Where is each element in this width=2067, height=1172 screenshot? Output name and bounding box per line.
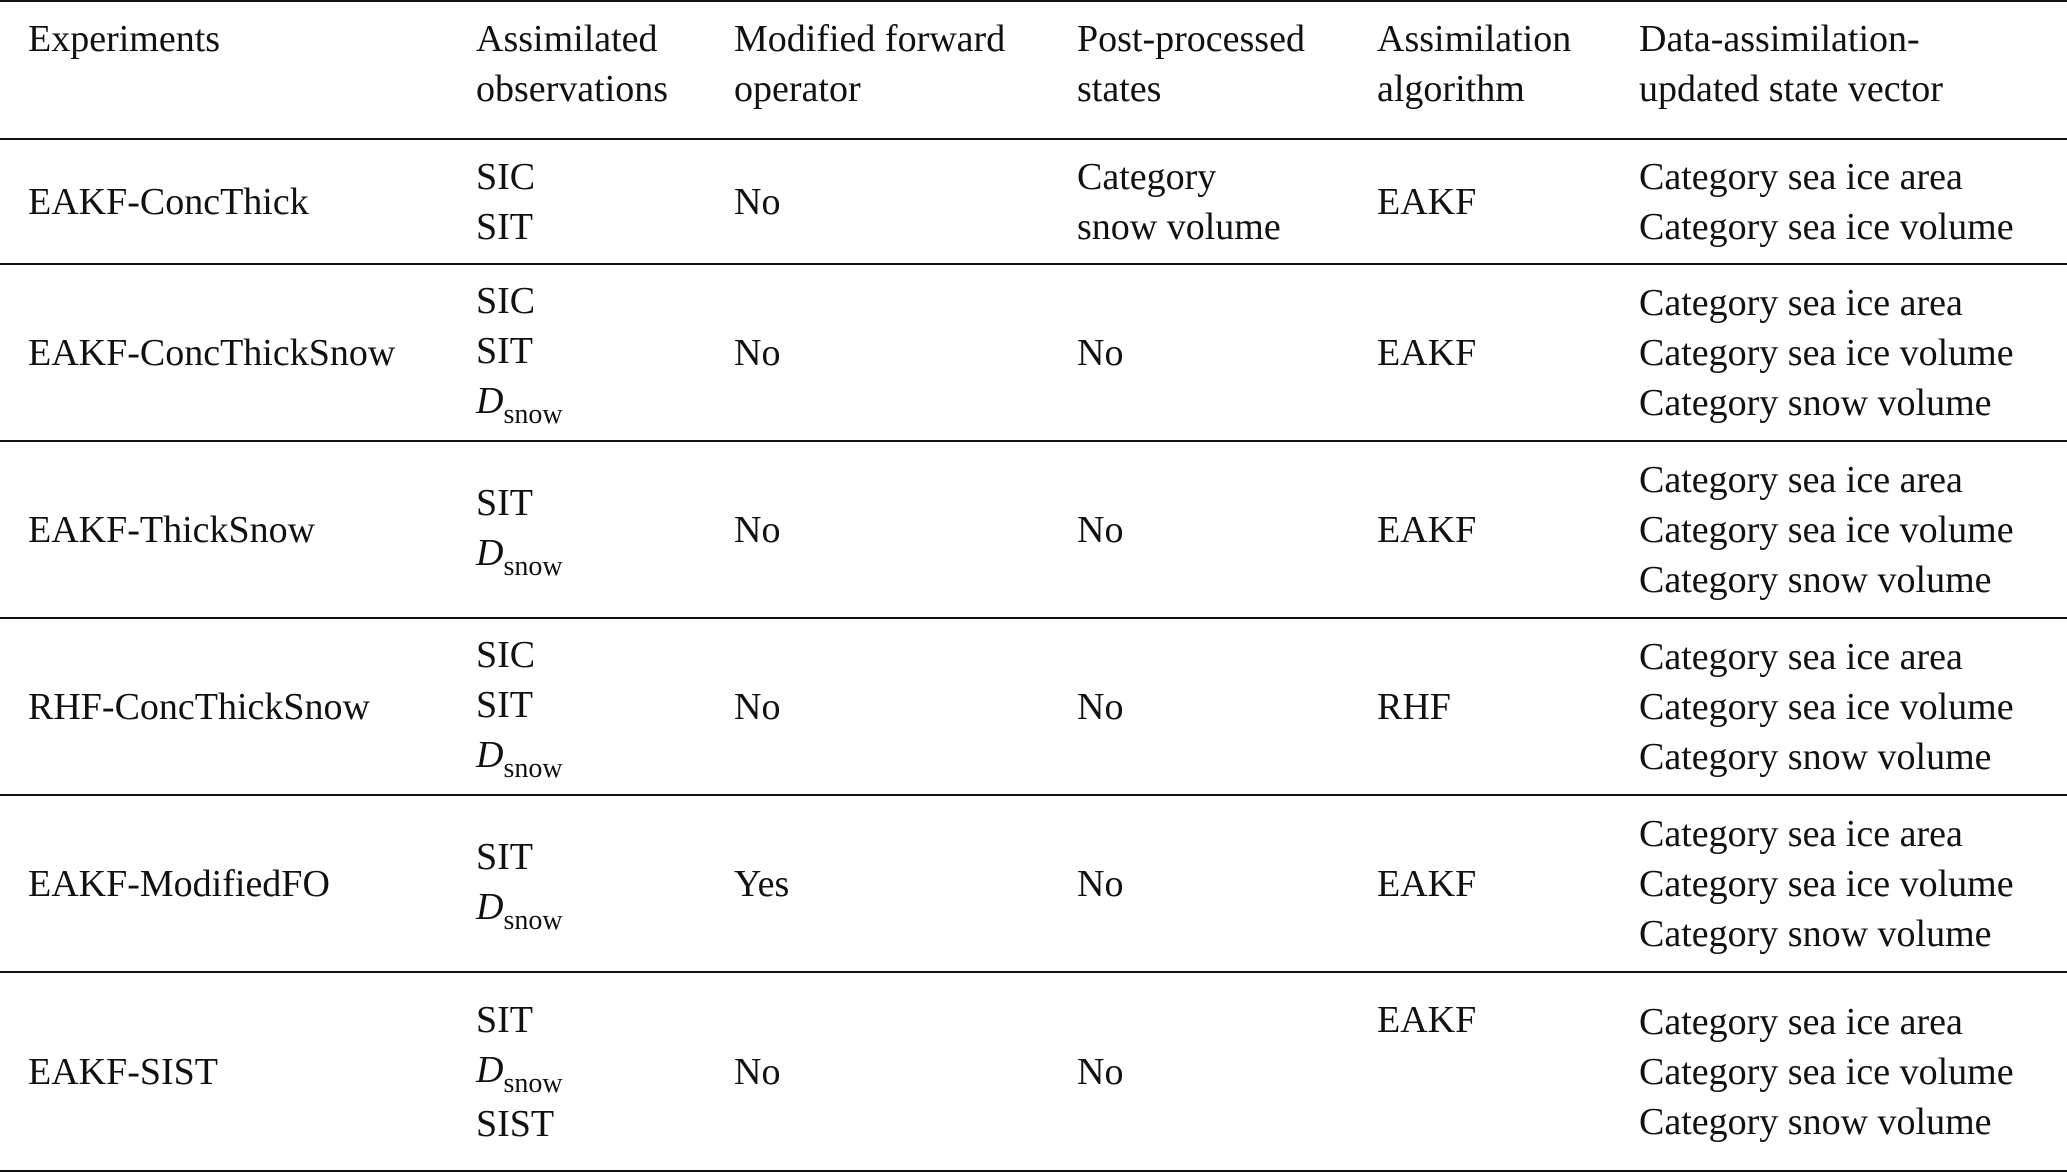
header-post-processed-states: Post-processed states [1077, 18, 1305, 110]
table-row [0, 139, 2067, 264]
cell-algorithm: RHF [1377, 685, 1451, 728]
cell-observations: SIC SIT $D_{snow}$ [476, 264, 734, 441]
cell-modified-fo: Yes [734, 862, 790, 905]
cell-post-processed: No [1077, 331, 1124, 374]
cell-observations: SIC SIT $D_{snow}$ [476, 618, 734, 795]
cell-post-processed: No [1077, 862, 1124, 905]
cell-algorithm: EAKF [1377, 508, 1477, 551]
d-snow-symbol: $D_{snow}$ [476, 885, 563, 936]
cell-algorithm: EAKF [1377, 331, 1477, 374]
cell-state-vector: Category sea ice area Category sea ice volume Category snow volume [1639, 281, 2014, 424]
table-row [0, 441, 2067, 618]
d-snow-symbol: $D_{snow}$ [476, 1048, 563, 1099]
cell-post-processed: No [1077, 1050, 1124, 1093]
cell-experiment: EAKF-ModifiedFO [28, 862, 330, 905]
cell-experiment: EAKF-ThickSnow [28, 508, 316, 551]
cell-observations: SIC SIT [476, 155, 536, 248]
cell-post-processed: Category snow volume [1077, 155, 1281, 248]
cell-state-vector: Category sea ice area Category sea ice volume Category snow volume [1639, 1000, 2014, 1143]
header-assimilated-observations: Assimilated observations [476, 18, 669, 110]
table-row [0, 795, 2067, 972]
header-assimilation-algorithm: Assimilation algorithm [1377, 18, 1572, 110]
cell-modified-fo: No [734, 685, 781, 728]
cell-modified-fo: No [734, 180, 781, 223]
cell-observations: SIT $D_{snow}$ [476, 441, 734, 618]
cell-modified-fo: No [734, 331, 781, 374]
cell-algorithm: EAKF [1377, 999, 1477, 1041]
cell-experiment: EAKF-SIST [28, 1050, 219, 1093]
cell-state-vector: Category sea ice area Category sea ice volume Category snow volume [1639, 812, 2014, 955]
table-row [0, 972, 2067, 1171]
cell-experiment: EAKF-ConcThickSnow [28, 331, 396, 374]
cell-modified-fo: No [734, 508, 781, 551]
table-header [0, 1, 2067, 139]
cell-observations: SIT $D_{snow}$ [476, 795, 734, 972]
cell-algorithm: EAKF [1377, 180, 1477, 223]
cell-state-vector: Category sea ice area Category sea ice volume Category snow volume [1639, 458, 2014, 601]
cell-post-processed: No [1077, 508, 1124, 551]
table-row [0, 618, 2067, 795]
cell-state-vector: Category sea ice area Category sea ice volume [1639, 155, 2014, 248]
d-snow-symbol: $D_{snow}$ [476, 531, 563, 582]
header-modified-forward-operator: Modified forward operator [734, 18, 1006, 110]
table-body [0, 139, 2067, 1171]
cell-observations: SIT $D_{snow}$ SIST [476, 972, 734, 1171]
header-row [0, 1, 2067, 139]
cell-state-vector: Category sea ice area Category sea ice volume Category snow volume [1639, 635, 2014, 778]
cell-experiment: RHF-ConcThickSnow [28, 685, 370, 728]
d-snow-symbol: $D_{snow}$ [476, 733, 563, 784]
table-row [0, 264, 2067, 441]
cell-modified-fo: No [734, 1050, 781, 1093]
d-snow-symbol: $D_{snow}$ [476, 379, 563, 430]
header-experiments: Experiments [28, 18, 221, 60]
cell-post-processed: No [1077, 685, 1124, 728]
cell-experiment: EAKF-ConcThick [28, 180, 309, 223]
header-state-vector: Data-assimilation- updated state vector [1639, 18, 1943, 110]
cell-algorithm: EAKF [1377, 862, 1477, 905]
